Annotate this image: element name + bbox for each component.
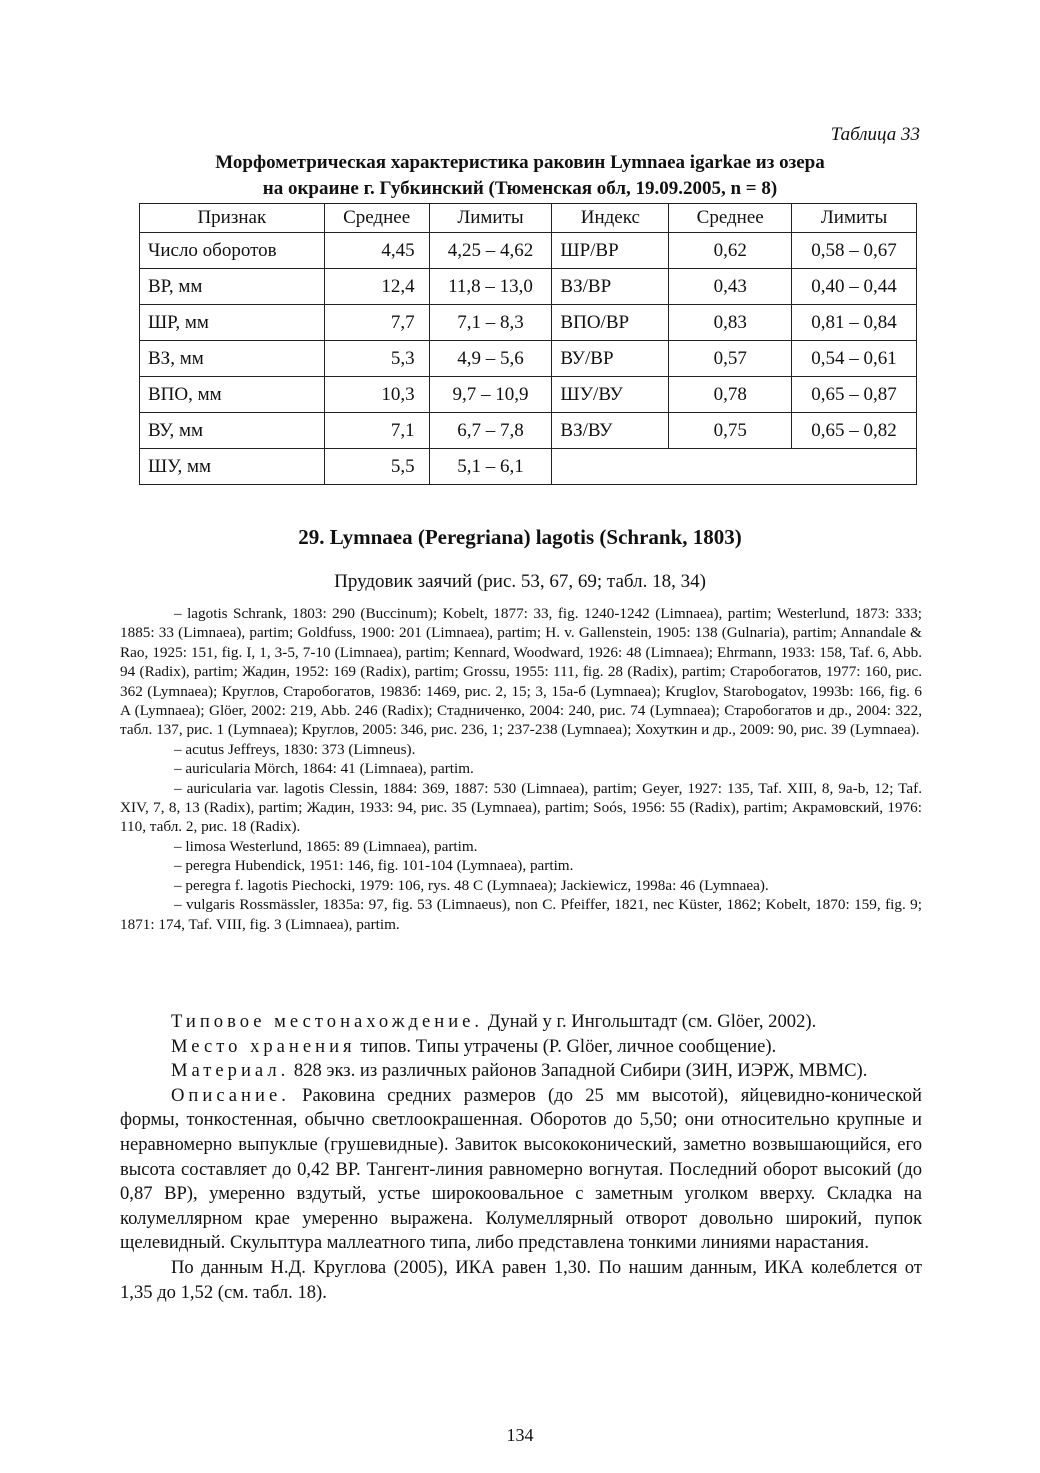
table-row xyxy=(140,233,917,269)
header-cell: Признак xyxy=(140,204,325,233)
synonymy-entry: – vulgaris Rossmässler, 1835a: 97, fig. 53 (Limnaeus), non C. Pfeiffer, 1821, nec Küster, 1862; Kobelt, 1870: 159, fig. 9; 1871: 174, Taf. VIII, fig. 3 (Limnaea), partim. xyxy=(120,896,922,933)
table-row xyxy=(140,305,917,341)
table-cell: 0,58 – 0,67 xyxy=(792,233,917,269)
table-cell: 0,40 – 0,44 xyxy=(792,269,917,305)
header-cell: Лимиты xyxy=(792,204,917,233)
table-cell: 0,83 xyxy=(669,305,792,341)
morphometry-table xyxy=(139,203,917,485)
table-cell: ШУ/ВУ xyxy=(552,377,669,413)
empty-merged-cell xyxy=(552,449,917,485)
table-cell: ВПО/ВР xyxy=(552,305,669,341)
synonymy-entry: – peregra f. lagotis Piechocki, 1979: 106, rys. 48 C (Lymnaea); Jackiewicz, 1998a: 46 (Lymnaea). xyxy=(174,876,769,894)
synonymy-list xyxy=(120,604,922,934)
type-locality-paragraph xyxy=(120,1010,922,1035)
table-title xyxy=(120,150,920,202)
description-text: Раковина средних размеров (до 25 мм высотой), яйцевидно-конической формы, тонкостенная, обычно светлоокрашенная. Оборотов до 5,50; они относительно крупные и неравномерно выпуклые (грушевидные). Завиток высококонический, заметно возвышающийся, его высота составляет до 0,42 ВР. Тангент-линия равномерно вогнутая. Последний оборот высокий (до 0,87 ВР), умеренно вздутый, устье широкоовальное с заметным уголком вверху. Складка на колумеллярном крае умеренно выражена. Колумеллярный отворот довольно широкий, пупок щелевидный. Скульптура маллеатного типа, либо представлена тонкими линиями нарастания. xyxy=(120,1084,922,1254)
table-title-line2: на окраине г. Губкинский (Тюменская обл, 19.09.2005, n = 8) xyxy=(262,178,778,199)
table-cell: 5,3 xyxy=(324,341,429,377)
table-cell: Число оборотов xyxy=(140,233,325,269)
table-cell: ВЗ, мм xyxy=(140,341,325,377)
header-cell: Лимиты xyxy=(429,204,552,233)
table-cell: 0,78 xyxy=(669,377,792,413)
material-text: 828 экз. из различных районов Западной Сибири (ЗИН, ИЭРЖ, МВМС). xyxy=(289,1060,868,1082)
table-cell: ВУ, мм xyxy=(140,413,325,449)
table-cell: ВЗ/ВУ xyxy=(552,413,669,449)
description-paragraph xyxy=(120,1084,922,1256)
material-label: Материал. xyxy=(171,1060,290,1082)
page-number: 134 xyxy=(506,1425,534,1445)
table-cell: ВПО, мм xyxy=(140,377,325,413)
table-cell: 4,45 xyxy=(324,233,429,269)
table-row xyxy=(140,449,917,485)
synonymy-entry: – auricularia Mörch, 1864: 41 (Limnaea), partim. xyxy=(174,760,474,778)
synonymy-entry: – acutus Jeffreys, 1830: 373 (Limneus). xyxy=(174,740,416,758)
table-cell: 0,43 xyxy=(669,269,792,305)
table-cell: 0,65 – 0,82 xyxy=(792,413,917,449)
table-cell: 0,54 – 0,61 xyxy=(792,341,917,377)
table-row xyxy=(140,413,917,449)
table-cell: ВР, мм xyxy=(140,269,325,305)
storage-label: Место хранения xyxy=(171,1035,356,1057)
table-cell: 5,1 – 6,1 xyxy=(429,449,552,485)
header-cell: Индекс xyxy=(552,204,669,233)
synonymy-entry: – limosa Westerlund, 1865: 89 (Limnaea), partim. xyxy=(174,837,478,855)
table-title-line1: Морфометрическая характеристика раковин Lymnaea igarkae из озера xyxy=(215,152,825,173)
synonymy-entry: – auricularia var. lagotis Clessin, 1884: 369, 1887: 530 (Limnaea), partim; Geyer, 1927: 135, Taf. XIII, 8, 9a-b, 12; Taf. XIV, 7, 8, 13 (Radix), partim; Жадин, 1933: 94, рис. 35 (Lymnaea), partim; Soós, 1956: 55 (Radix), partim; Акрамовский, 1976: 110, табл. 2, рис. 18 (Radix). xyxy=(120,779,922,836)
table-row xyxy=(140,377,917,413)
table-cell: 12,4 xyxy=(324,269,429,305)
type-locality-label: Типовое местонахождение. xyxy=(171,1011,484,1032)
table-cell: 10,3 xyxy=(324,377,429,413)
table-cell: 5,5 xyxy=(324,449,429,485)
table-cell: ВЗ/ВР xyxy=(552,269,669,305)
table-header-row xyxy=(140,204,917,233)
storage-paragraph xyxy=(120,1035,922,1060)
table-cell: 7,7 xyxy=(324,305,429,341)
table-cell: 0,65 – 0,87 xyxy=(792,377,917,413)
table-cell: 11,8 – 13,0 xyxy=(429,269,552,305)
table-row xyxy=(140,269,917,305)
table-cell: 0,62 xyxy=(669,233,792,269)
table-cell: 0,81 – 0,84 xyxy=(792,305,917,341)
table-cell: 4,25 – 4,62 xyxy=(429,233,552,269)
table-row xyxy=(140,341,917,377)
table-cell: 9,7 – 10,9 xyxy=(429,377,552,413)
table-cell: 4,9 – 5,6 xyxy=(429,341,552,377)
header-cell: Среднее xyxy=(669,204,792,233)
table-cell: 7,1 – 8,3 xyxy=(429,305,552,341)
material-paragraph xyxy=(120,1059,922,1084)
table-cell: 7,1 xyxy=(324,413,429,449)
species-heading: 29. Lymnaea (Peregriana) lagotis (Schrank, 1803) xyxy=(298,525,742,549)
synonymy-entry: – peregra Hubendick, 1951: 146, fig. 101-104 (Lymnaea), partim. xyxy=(174,857,574,875)
description-label: Описание. xyxy=(171,1084,290,1106)
table-cell: ШР, мм xyxy=(140,305,325,341)
table-cell: 0,75 xyxy=(669,413,792,449)
species-common-name: Прудовик заячий (рис. 53, 67, 69; табл. 18, 34) xyxy=(334,571,706,592)
table-cell: 6,7 – 7,8 xyxy=(429,413,552,449)
header-cell: Среднее xyxy=(324,204,429,233)
storage-text: типов. Типы утрачены (P. Glöer, личное сообщение). xyxy=(355,1035,777,1057)
kruglov-paragraph: По данным Н.Д. Круглова (2005), ИКА равен 1,30. По нашим данным, ИКА колеблется от 1,35 до 1,52 (см. табл. 18). xyxy=(120,1256,922,1303)
table-label: Таблица 33 xyxy=(830,124,920,145)
table-cell: ШУ, мм xyxy=(140,449,325,485)
synonymy-entry: – lagotis Schrank, 1803: 290 (Buccinum); Kobelt, 1877: 33, fig. 1240-1242 (Limnaea), partim; Westerlund, 1873: 333; 1885: 33 (Limnaea), partim; Goldfuss, 1900: 201 (Limnaea), partim; H. v. Gallenstein, 1905: 138 (Gulnaria), partim; Annandale & Rao, 1925: 151, fig. I, 1, 3-5, 7-10 (Limnaea), partim; Kennard, Woodward, 1926: 48 (Limnaea); Ehrmann, 1933: 158, Taf. 6, Abb. 94 (Radix), partim; Жадин, 1952: 169 (Radix), partim; Grossu, 1955: 111, fig. 28 (Radix), partim; Старобогатов, 1977: 160, рис. 362 (Lymnaea); Круглов, Старобогатов, 1983б: 1469, рис. 2, 15; 3, 15а-б (Lymnaea); Kruglov, Starobogatov, 1993b: 166, fig. 6 A (Lymnaea); Glöer, 2002: 219, Abb. 246 (Radix); Стадниченко, 2004: 240, рис. 74 (Lymnaea); Старобогатов и др., 2004: 322, табл. 137, рис. 1 (Lymnaea); Круглов, 2005: 346, рис. 236, 1; 237-238 (Lymnaea); Хохуткин и др., 2009: 90, рис. 39 (Lymnaea). xyxy=(120,605,922,739)
table-cell: ШР/ВР xyxy=(552,233,669,269)
table-cell: 0,57 xyxy=(669,341,792,377)
type-locality-text: Дунай у г. Ингольштадт (см. Glöer, 2002). xyxy=(483,1011,817,1032)
table-cell: ВУ/ВР xyxy=(552,341,669,377)
body-text xyxy=(120,1010,922,1305)
